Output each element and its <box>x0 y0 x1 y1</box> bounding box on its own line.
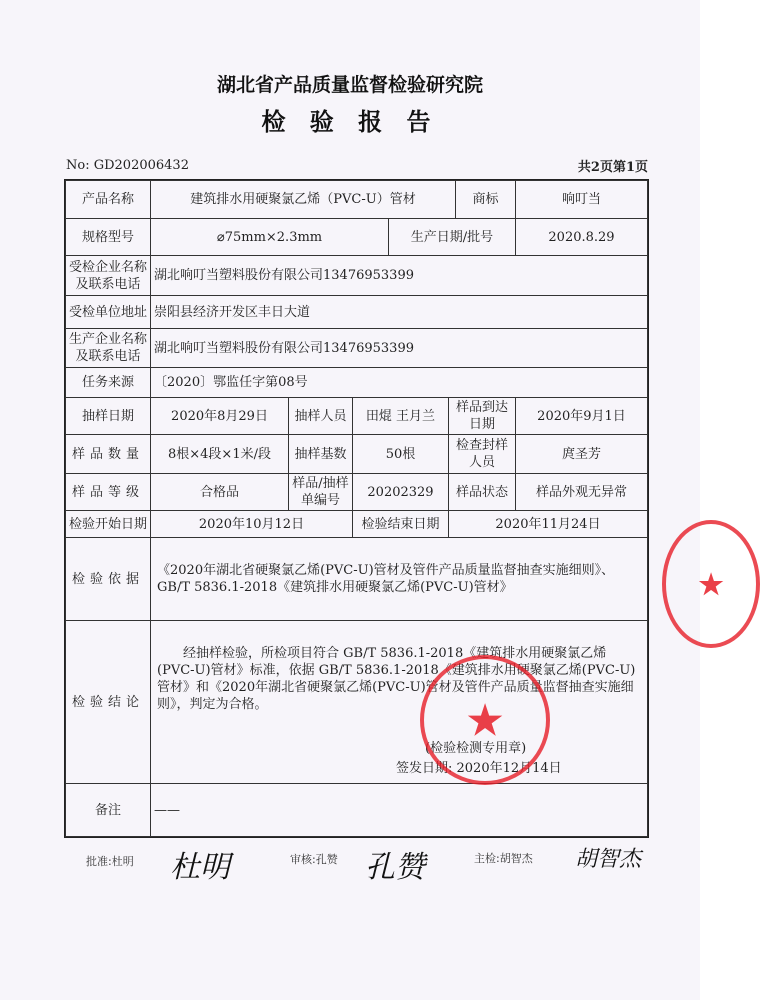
seal-note: (检验检测专用章) <box>425 741 527 756</box>
label-trademark: 商标 <box>455 180 516 219</box>
label-sealer: 检查封样人员 <box>448 434 516 474</box>
sampler: 田焜 王月兰 <box>352 397 449 435</box>
grade: 合格品 <box>150 473 289 511</box>
label-start-date: 检验开始日期 <box>65 510 151 538</box>
report-title: 检 验 报 告 <box>261 107 439 136</box>
task-source: 〔2020〕鄂监任字第08号 <box>150 367 648 398</box>
reviewer-signature: 孔赞 <box>365 850 425 885</box>
product-name: 建筑排水用硬聚氯乙烯（PVC-U）管材 <box>150 180 456 219</box>
label-sample-state: 样品状态 <box>448 473 516 511</box>
start-date: 2020年10月12日 <box>150 510 353 538</box>
label-arrival-date: 样品到达日期 <box>448 397 516 435</box>
producer: 湖北响叮当塑料股份有限公司13476953399 <box>150 328 648 368</box>
inspection-basis: 《2020年湖北省硬聚氯乙烯(PVC-U)管材及管件产品质量监督抽查实施细则》、GB/T 5836.1-2018《建筑排水用硬聚氯乙烯(PVC-U)管材》 <box>150 537 648 621</box>
issue-date: 签发日期: 2020年12月14日 <box>396 761 562 776</box>
institute-name: 湖北省产品质量监督检验研究院 <box>216 74 483 96</box>
report-number: No: GD202006432 <box>66 158 189 173</box>
label-conclusion: 检验结论 <box>65 620 151 784</box>
partial-seal: ★ <box>662 520 760 648</box>
inspector-signature: 胡智杰 <box>575 847 642 872</box>
page-info: 共2页第1页 <box>577 160 648 175</box>
address: 崇阳县经济开发区丰日大道 <box>150 295 648 329</box>
label-production-date: 生产日期/批号 <box>388 218 516 256</box>
label-task-source: 任务来源 <box>65 367 151 398</box>
sample-state: 样品外观无异常 <box>515 473 648 511</box>
official-seal <box>420 655 550 785</box>
approver: 批准:杜明 <box>86 855 134 868</box>
label-address: 受检单位地址 <box>65 295 151 329</box>
label-inspected-company: 受检企业名称及联系电话 <box>65 255 151 296</box>
label-basis: 检验依据 <box>65 537 151 621</box>
label-sample-number: 样品/抽样单编号 <box>288 473 353 511</box>
inspector: 主检:胡智杰 <box>474 852 533 865</box>
label-remarks: 备注 <box>65 783 151 837</box>
label-spec: 规格型号 <box>65 218 151 256</box>
sampling-date: 2020年8月29日 <box>150 397 289 435</box>
label-end-date: 检验结束日期 <box>352 510 449 538</box>
label-sampling-base: 抽样基数 <box>288 434 353 474</box>
arrival-date: 2020年9月1日 <box>515 397 648 435</box>
reviewer: 审核:孔赞 <box>290 853 338 866</box>
sealer: 庹圣芳 <box>515 434 648 474</box>
label-sampling-date: 抽样日期 <box>65 397 151 435</box>
label-producer: 生产企业名称及联系电话 <box>65 328 151 368</box>
label-grade: 样品等级 <box>65 473 151 511</box>
trademark: 响叮当 <box>515 180 648 219</box>
sample-number: 20202329 <box>352 473 449 511</box>
end-date: 2020年11月24日 <box>448 510 648 538</box>
sampling-base: 50根 <box>352 434 449 474</box>
approver-signature: 杜明 <box>170 850 230 885</box>
inspection-conclusion: 经抽样检验，所检项目符合 GB/T 5836.1-2018《建筑排水用硬聚氯乙烯(PVC-U)管材》标准，依据 GB/T 5836.1-2018《建筑排水用硬聚氯乙烯(PVC-U)管材》和《2020年湖北省硬聚氯乙烯(PVC-U)管材及管件产品质量监督抽查实施细则》，判定为合格。 <box>150 620 648 784</box>
label-quantity: 样品数量 <box>65 434 151 474</box>
inspected-company: 湖北响叮当塑料股份有限公司13476953399 <box>150 255 648 296</box>
label-product-name: 产品名称 <box>65 180 151 219</box>
star-icon: ★ <box>467 696 503 744</box>
remarks: —— <box>150 783 648 837</box>
label-sampler: 抽样人员 <box>288 397 353 435</box>
quantity: 8根×4段×1米/段 <box>150 434 289 474</box>
spec: ⌀75mm×2.3mm <box>150 218 389 256</box>
production-date: 2020.8.29 <box>515 218 648 256</box>
